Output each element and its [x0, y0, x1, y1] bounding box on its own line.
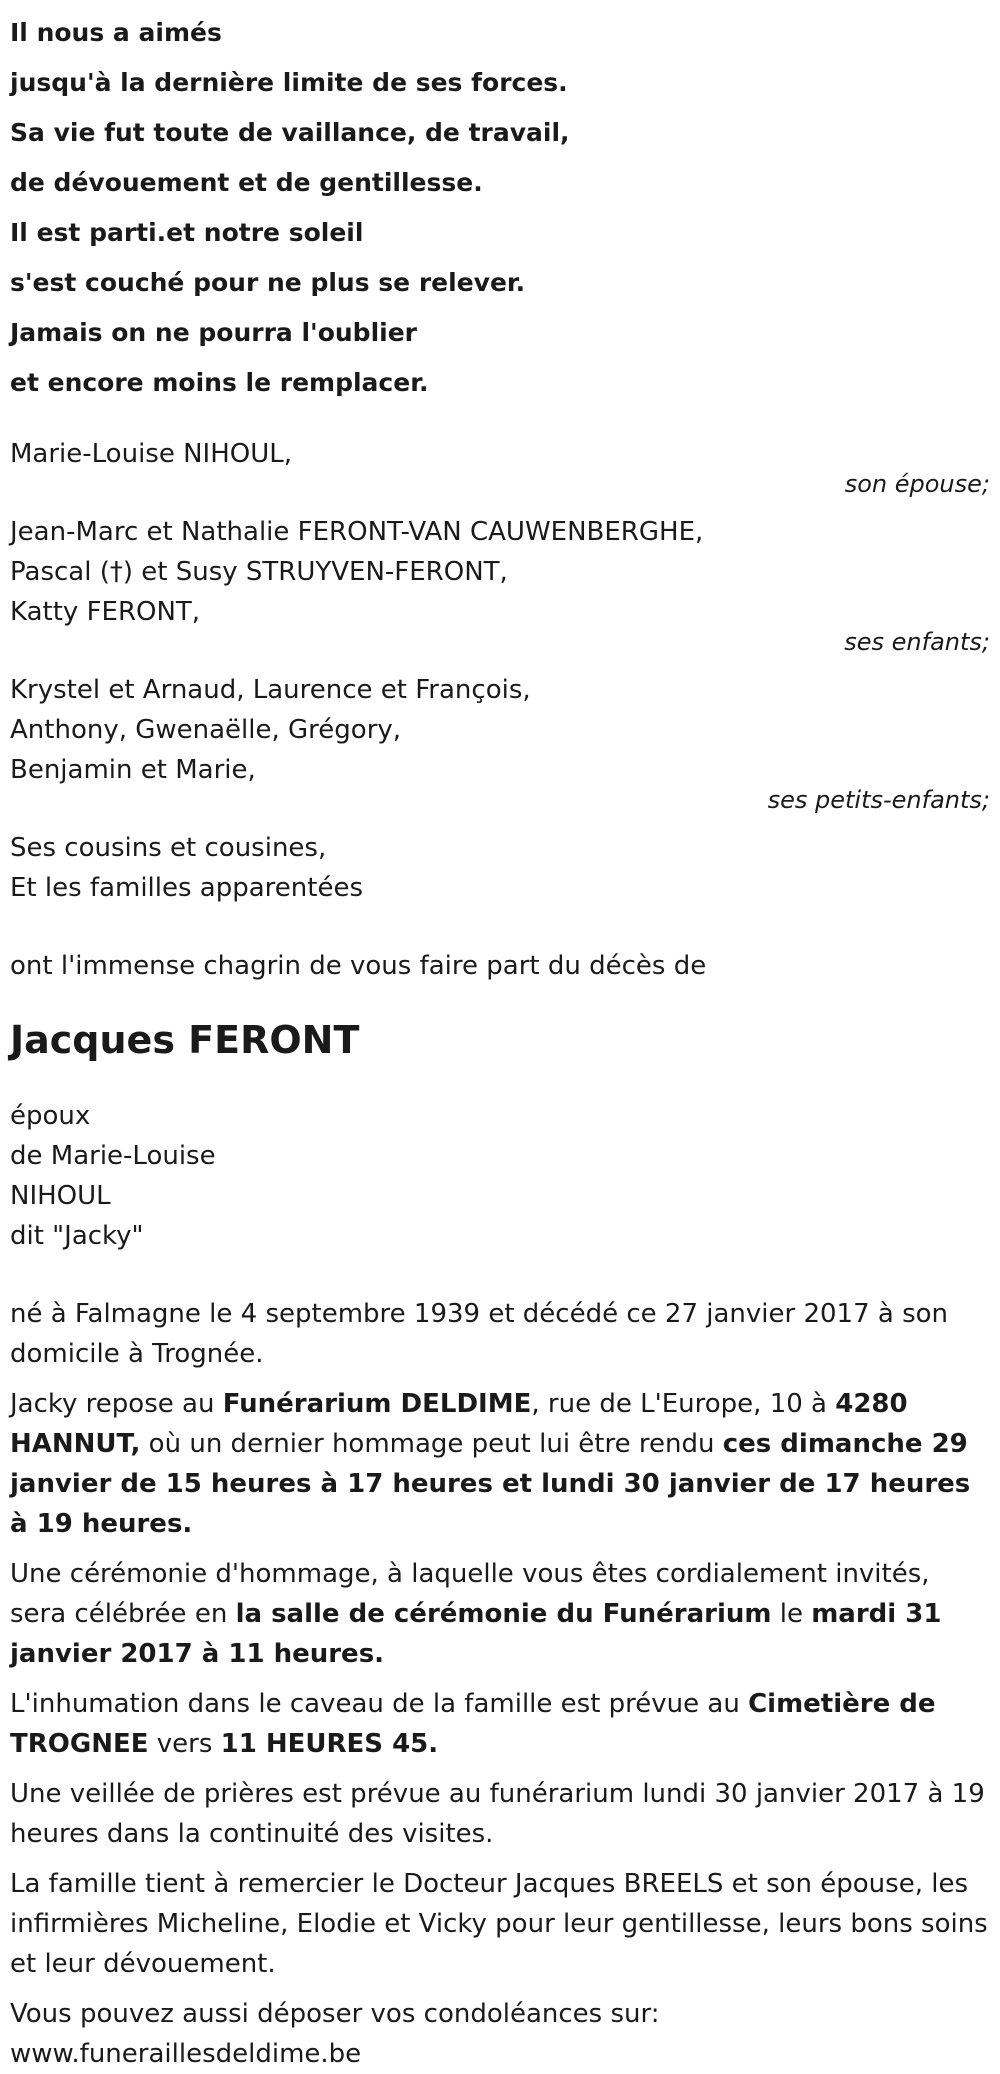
postal-city: 4280 HANNUT, — [10, 1389, 908, 1459]
poem — [10, 0, 1000, 408]
birth-death-paragraph: né à Falmagne le 4 septembre 1939 et décédé ce 27 janvier 2017 à son domicile à Trognée. — [10, 1299, 949, 1369]
poem-line: Il est parti.et notre soleil — [10, 218, 364, 247]
text: vers — [148, 1729, 221, 1759]
detail-line: NIHOUL — [10, 1181, 111, 1211]
child-line: Katty FERONT, — [10, 597, 201, 627]
text: L'inhumation dans le caveau de la famille est prévue au — [10, 1689, 749, 1719]
text: , rue de L'Europe, 10 à — [531, 1389, 836, 1419]
relative-line: Et les familles apparentées — [10, 873, 364, 903]
burial-paragraph — [10, 1684, 990, 1764]
grandchild-line: Benjamin et Marie, — [10, 755, 256, 785]
poem-line: s'est couché pour ne plus se relever. — [10, 268, 526, 297]
poem-line: et encore moins le remplacer. — [10, 368, 429, 397]
text: Jacky repose au — [10, 1389, 223, 1419]
ceremony-paragraph — [10, 1554, 990, 1674]
relative-line: Ses cousins et cousines, — [10, 833, 327, 863]
children-role: ses enfants; — [844, 628, 990, 656]
text: le — [771, 1599, 812, 1629]
grandchild-line: Krystel et Arnaud, Laurence et François, — [10, 675, 531, 705]
announcement: ont l'immense chagrin de vous faire part du décès de — [10, 951, 707, 981]
grandchildren-role: ses petits-enfants; — [767, 786, 990, 814]
ceremony-time: mardi 31 janvier 2017 à 11 heures. — [10, 1599, 942, 1669]
poem-line: Il nous a aimés — [10, 18, 222, 47]
ceremony-location: la salle de cérémonie du Funérarium — [235, 1599, 772, 1629]
burial-time: 11 HEURES 45. — [220, 1729, 439, 1759]
poem-line: jusqu'à la dernière limite de ses forces. — [10, 68, 568, 97]
visitation-paragraph — [10, 1384, 990, 1544]
detail-line: de Marie-Louise — [10, 1141, 216, 1171]
spouse-role: son épouse; — [844, 470, 990, 498]
deceased-details — [10, 1096, 1000, 1256]
poem-line: Sa vie fut toute de vaillance, de travail, — [10, 118, 570, 147]
visitation-times: ces dimanche 29 janvier de 15 heures à 17 heures et lundi 30 janvier de 17 heures à 19 heures. — [10, 1429, 971, 1539]
grandchild-line: Anthony, Gwenaëlle, Grégory, — [10, 715, 402, 745]
detail-line: dit "Jacky" — [10, 1221, 144, 1251]
poem-line: Jamais on ne pourra l'oublier — [10, 318, 417, 347]
vigil-paragraph: Une veillée de prières est prévue au funérarium lundi 30 janvier 2017 à 19 heures dans la continuité des visites. — [10, 1779, 985, 1849]
text: Une cérémonie d'hommage, à laquelle vous êtes cordialement invités, sera célébrée en — [10, 1559, 930, 1629]
detail-line: époux — [10, 1101, 91, 1131]
child-line: Jean-Marc et Nathalie FERONT-VAN CAUWENBERGHE, — [10, 517, 704, 547]
funeral-home-name: Funérarium DELDIME — [222, 1389, 532, 1419]
thanks-paragraph: La famille tient à remercier le Docteur Jacques BREELS et son épouse, les infirmières Micheline, Elodie et Vicky pour leur gentillesse, leurs bons soins et leur dévouement. — [10, 1869, 988, 1979]
cemetery-name: Cimetière de TROGNEE — [10, 1689, 936, 1759]
condolences-label: Vous pouvez aussi déposer vos condoléances sur: — [10, 1999, 660, 2029]
notice-body — [10, 1294, 1000, 2074]
poem-line: de dévouement et de gentillesse. — [10, 168, 483, 197]
family-list — [10, 434, 1000, 908]
deceased-name: Jacques FERONT — [10, 1018, 360, 1062]
child-line: Pascal (†) et Susy STRUYVEN-FERONT, — [10, 557, 508, 587]
spouse-name: Marie-Louise NIHOUL, — [10, 439, 293, 469]
text: où un dernier hommage peut lui être rendu — [140, 1429, 723, 1459]
condolences-url[interactable]: www.funeraillesdeldime.be — [10, 2039, 362, 2069]
